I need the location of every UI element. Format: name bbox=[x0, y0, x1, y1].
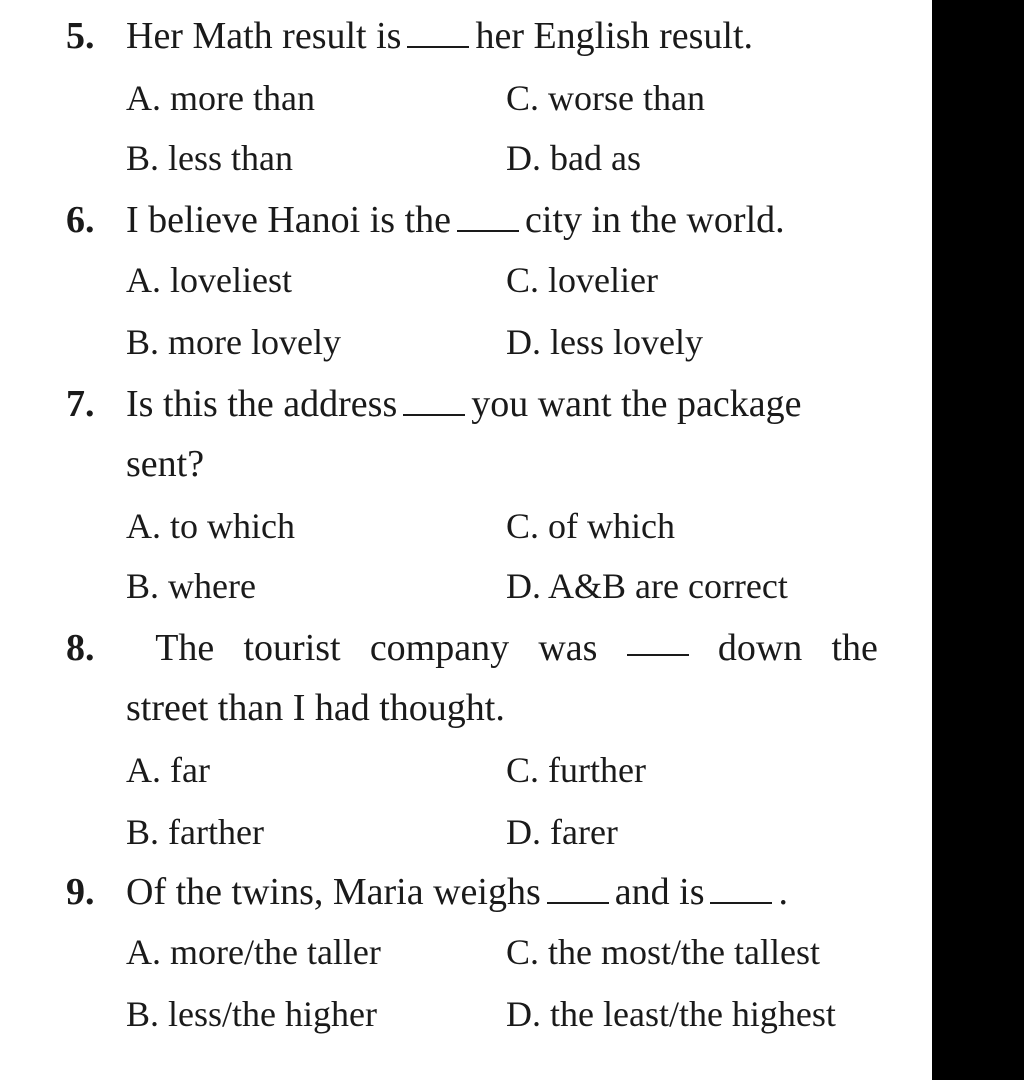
question-number: 7. bbox=[66, 383, 95, 425]
question-text: Her Math result is bbox=[126, 15, 402, 57]
option-c[interactable]: C. lovelier bbox=[506, 260, 658, 300]
question-text: you want the package bbox=[471, 383, 802, 425]
question-text: I believe Hanoi is the bbox=[126, 199, 452, 241]
answer-blank bbox=[457, 202, 519, 232]
option-b[interactable]: B. less than bbox=[126, 138, 293, 178]
option-a[interactable]: A. to which bbox=[126, 506, 295, 546]
question-text: and is bbox=[614, 871, 705, 913]
option-d[interactable]: D. bad as bbox=[506, 138, 641, 178]
question-6 bbox=[66, 198, 785, 242]
option-d[interactable]: D. the least/the highest bbox=[506, 994, 836, 1034]
option-b[interactable]: B. farther bbox=[126, 812, 264, 852]
question-number: 5. bbox=[66, 15, 95, 57]
question-word: was bbox=[538, 627, 598, 669]
question-9 bbox=[66, 870, 788, 914]
question-word: company bbox=[369, 627, 510, 669]
option-c[interactable]: C. of which bbox=[506, 506, 675, 546]
question-word: The bbox=[155, 627, 215, 669]
option-a[interactable]: A. more/the taller bbox=[126, 932, 381, 972]
option-a[interactable]: A. more than bbox=[126, 78, 315, 118]
question-text: city in the world. bbox=[525, 199, 785, 241]
question-7 bbox=[66, 382, 802, 426]
option-a[interactable]: A. loveliest bbox=[126, 260, 292, 300]
option-c[interactable]: C. the most/the tallest bbox=[506, 932, 820, 972]
question-word: tourist bbox=[243, 627, 341, 669]
option-b[interactable]: B. where bbox=[126, 566, 256, 606]
question-word: the bbox=[831, 627, 878, 669]
question-continuation: sent? bbox=[126, 443, 205, 485]
question-8 bbox=[66, 626, 878, 670]
question-text: Of the twins, Maria weighs bbox=[126, 871, 541, 913]
question-5 bbox=[66, 14, 753, 58]
question-number: 6. bbox=[66, 199, 95, 241]
option-d[interactable]: D. less lovely bbox=[506, 322, 703, 362]
question-word: down bbox=[717, 627, 803, 669]
answer-blank bbox=[710, 874, 772, 904]
answer-blank bbox=[403, 386, 465, 416]
question-number: 8. bbox=[66, 627, 95, 669]
option-c[interactable]: C. worse than bbox=[506, 78, 705, 118]
question-text: her English result. bbox=[475, 15, 754, 57]
answer-blank bbox=[407, 18, 469, 48]
question-text: Is this the address bbox=[126, 383, 398, 425]
option-d[interactable]: D. A&B are correct bbox=[506, 566, 788, 606]
option-a[interactable]: A. far bbox=[126, 750, 210, 790]
right-black-bar bbox=[932, 0, 1024, 1080]
option-b[interactable]: B. more lovely bbox=[126, 322, 341, 362]
answer-blank bbox=[627, 626, 689, 656]
option-d[interactable]: D. farer bbox=[506, 812, 618, 852]
answer-blank bbox=[547, 874, 609, 904]
question-continuation: street than I had thought. bbox=[126, 687, 505, 729]
option-b[interactable]: B. less/the higher bbox=[126, 994, 377, 1034]
question-number: 9. bbox=[66, 871, 95, 913]
option-c[interactable]: C. further bbox=[506, 750, 646, 790]
question-text: . bbox=[778, 871, 788, 913]
